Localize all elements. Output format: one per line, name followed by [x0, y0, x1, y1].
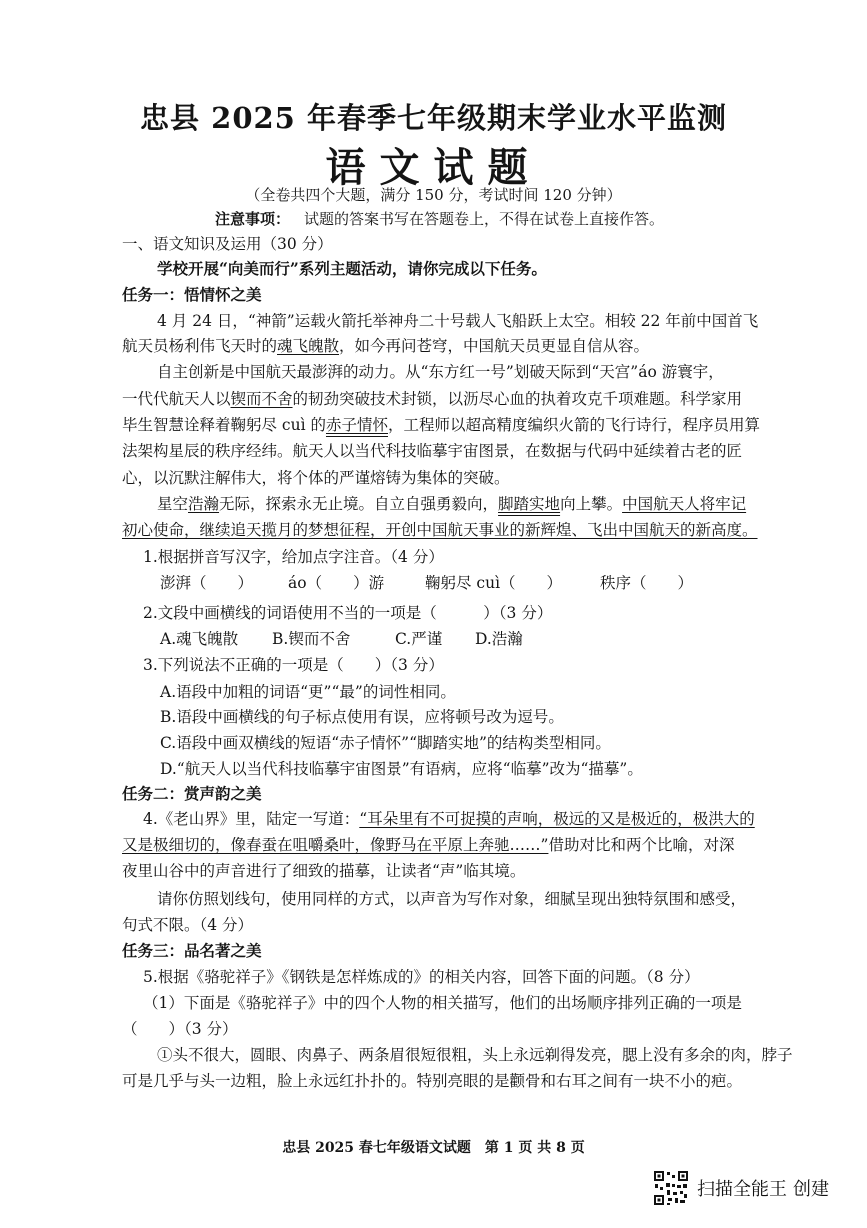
passage-line: 星空浩瀚无际，探索永无止境。自立自强勇毅向，脚踏实地向上攀。中国航天人将牢记 [157, 495, 747, 513]
underlined-sentence: 初心使命，继续追天揽月的梦想征程，开创中国航天事业的新辉煌、飞出中国航天的新高度。 [122, 521, 758, 539]
question-4-line: 又是极细切的，像春蚕在咀嚼桑叶，像野马在平原上奔驰……”借助对比和两个比喻，对深 [122, 836, 735, 854]
question-2-option: C.严谨 [395, 630, 443, 648]
question-3-option: C.语段中画双横线的短语“赤子情怀”“脚踏实地”的结构类型相同。 [160, 734, 611, 752]
question-3-stem: 3.下列说法不正确的一项是（ ）（3 分） [143, 656, 444, 674]
task1-heading: 任务一：悟情怀之美 [122, 285, 262, 304]
exam-info: （全卷共四个大题，满分 150 分，考试时间 120 分钟） [245, 186, 622, 204]
question-5-stem: 5.根据《骆驼祥子》《钢铁是怎样炼成的》的相关内容，回答下面的问题。（8 分） [143, 968, 700, 986]
question-3-option: D.“航天人以当代科技临摹宇宙图景”有语病，应将“临摹”改为“描摹”。 [160, 760, 643, 778]
question-2-option: A.魂飞魄散 [160, 630, 239, 648]
passage-line: 毕生智慧诠释着鞠躬尽 cuì 的赤子情怀，工程师以超高精度编织火箭的飞行诗行，程序员用算 [122, 416, 761, 434]
section-heading: 一、语文知识及运用（30 分） [122, 235, 333, 253]
subject-title: 语文试题 [325, 144, 542, 191]
question-3-option: A.语段中加粗的词语“更”“最”的词性相同。 [160, 683, 456, 701]
passage-line: 自主创新是中国航天最澎湃的动力。从“东方红一号”划破天际到“天宫”áo 游寰宇， [157, 363, 724, 381]
passage-line: 4 月 24 日，“神箭”运载火箭托举神舟二十号载人飞船跃上太空。相较 22 年前中国首飞 [157, 312, 759, 330]
notice [215, 208, 664, 229]
question-2-option: D.浩瀚 [475, 630, 523, 648]
underlined-word: 浩瀚 [188, 495, 220, 513]
question-4-line: 句式不限。（4 分） [122, 916, 254, 934]
passage-line: 心，以沉默注解伟大，将个体的严谨熔铸为集体的突破。 [122, 469, 510, 487]
question-1-item: 鞠躬尽 cuì（ ） [425, 574, 563, 592]
notice-label: 注意事项： [215, 210, 291, 228]
task2-heading: 任务二：赏声韵之美 [122, 784, 262, 803]
question-2-stem: 2.文段中画横线的词语使用不当的一项是（ ）（3 分） [143, 604, 553, 622]
question-4-line: 请你仿照划线句，使用同样的方式，以声音为写作对象，细腻呈现出独特氛围和感受， [157, 890, 747, 908]
double-underlined-phrase: 赤子情怀 [325, 416, 388, 434]
question-2-option: B.锲而不舍 [272, 630, 351, 648]
passage-line [122, 520, 758, 540]
question-4-line: 夜里山谷中的声音进行了细致的描摹，让读者“声”临其境。 [122, 862, 526, 880]
double-underlined-phrase: 脚踏实地 [498, 495, 561, 513]
qr-code-icon [653, 1170, 689, 1206]
question-4-line: 4.《老山界》里，陆定一写道：“耳朵里有不可捉摸的声响，极远的又是极近的，极洪大的 [143, 810, 755, 828]
task3-heading: 任务三：品名著之美 [122, 941, 262, 960]
underlined-word: 魂飞魄散 [277, 337, 340, 355]
description-line: ①头不很大，圆眼、肉鼻子、两条眉很短很粗，头上永远剃得发亮，腮上没有多余的肉，脖子 [157, 1046, 793, 1064]
page-footer: 忠县 2025 春七年级语文试题 第 1 页 共 8 页 [282, 1140, 585, 1156]
passage-line: 一代代航天人以锲而不舍的韧劲突破技术封锁，以沥尽心血的执着攻克千项难题。科学家用 [122, 390, 743, 408]
description-line: 可是几乎与头一边粗，脸上永远红扑扑的。特别亮眼的是颧骨和右耳之间有一块不小的疤。 [122, 1072, 743, 1090]
underlined-sentence: 又是极细切的，像春蚕在咀嚼桑叶，像野马在平原上奔驰……” [122, 836, 549, 854]
underlined-sentence: 中国航天人将牢记 [622, 495, 747, 513]
question-1-item: áo（ ）游 [288, 574, 385, 592]
scanner-watermark [653, 1170, 829, 1206]
notice-text: 试题的答案书写在答题卷上，不得在试卷上直接作答。 [304, 210, 665, 228]
question-5-1-line: （ ）（3 分） [122, 1020, 238, 1038]
question-5-1-line: （1）下面是《骆驼祥子》中的四个人物的相关描写，他们的出场顺序排列正确的一项是 [143, 994, 742, 1012]
question-3-option: B.语段中画横线的句子标点使用有误，应将顿号改为逗号。 [160, 708, 564, 726]
section-intro: 学校开展“向美而行”系列主题活动，请你完成以下任务。 [157, 259, 547, 278]
underlined-word: 锲而不舍 [230, 390, 293, 408]
question-1-item: 澎湃（ ） [160, 574, 254, 592]
question-1-item: 秩序（ ） [600, 574, 694, 592]
exam-title: 忠县 2025 年春季七年级期末学业水平监测 [140, 101, 727, 135]
passage-line: 法架构星辰的秩序经纬。航天人以当代科技临摹宇宙图景，在数据与代码中延续着古老的匠 [122, 442, 743, 460]
scanner-brand: 扫描全能王 创建 [697, 1179, 829, 1200]
underlined-sentence: “耳朵里有不可捉摸的声响，极远的又是极近的，极洪大的 [359, 810, 755, 828]
question-1-stem: 1.根据拼音写汉字，给加点字注音。（4 分） [143, 548, 444, 566]
passage-line: 航天员杨利伟飞天时的魂飞魄散，如今再问苍穹，中国航天员更显自信从容。 [122, 337, 650, 355]
